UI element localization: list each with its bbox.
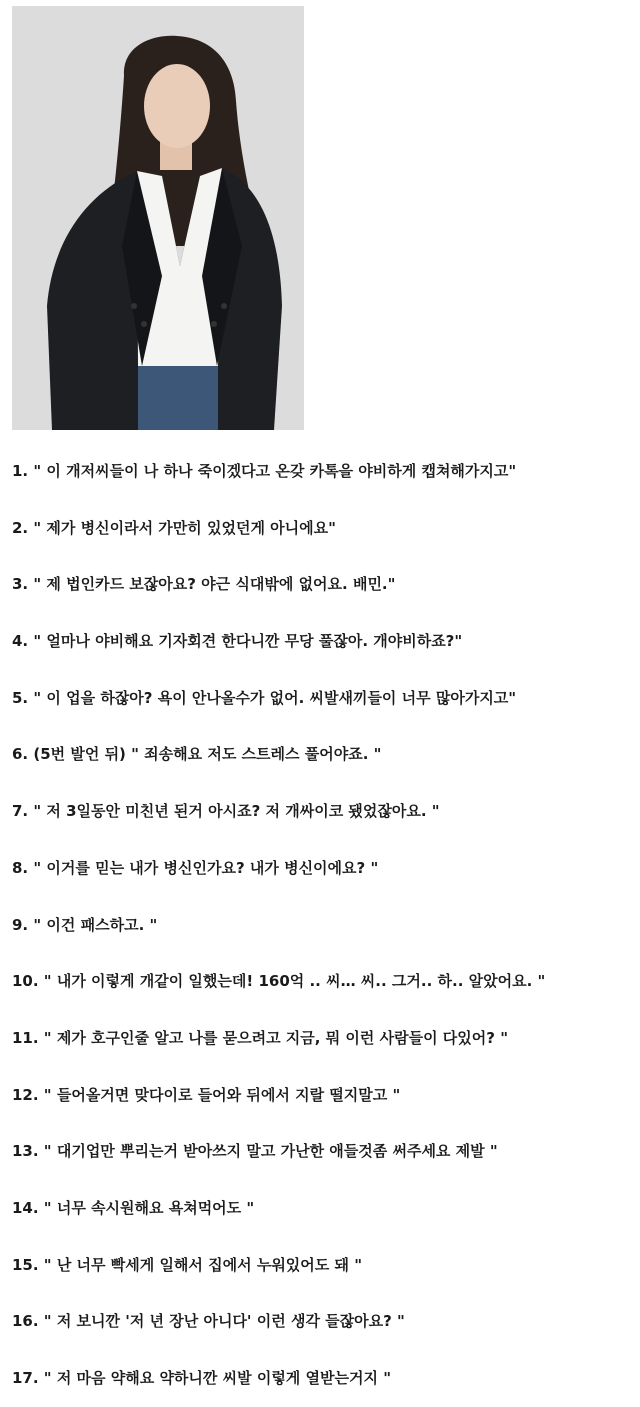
item-number: 2. (12, 518, 29, 537)
item-text: " 이 개저씨들이 나 하나 죽이겠다고 온갖 카톡을 야비하게 캡쳐해가지고" (28, 462, 517, 480)
list-item (12, 1123, 632, 1180)
item-text: " 저 마음 약해요 약하니깐 씨발 이렇게 열받는거지 " (38, 1369, 392, 1387)
item-text: " 이 업을 하잖아? 욕이 안나올수가 없어. 씨발새끼들이 너무 많아가지고" (28, 688, 517, 707)
item-text: " 너무 속시원해요 욕쳐먹어도 " (38, 1198, 255, 1217)
list-item (12, 1067, 632, 1124)
portrait-photo-icon (12, 6, 304, 430)
item-number: 7. (12, 802, 29, 821)
item-text: " 제가 병신이라서 가만히 있었던게 아니에요" (28, 518, 336, 537)
list-item (12, 443, 632, 500)
item-text: " 제가 호구인줄 알고 나를 묻으려고 지금, 뭐 이런 사람들이 다있어? " (38, 1028, 509, 1047)
item-number: 15. (12, 1255, 39, 1274)
item-number: 3. (12, 575, 29, 594)
item-text: " 이거를 믿는 내가 병신인가요? 내가 병신이에요? " (28, 858, 379, 877)
list-item (12, 670, 632, 727)
list-item (12, 556, 632, 613)
list-item (12, 613, 632, 670)
list-item (12, 783, 632, 840)
list-item (12, 1350, 632, 1407)
item-number: 6. (12, 745, 29, 764)
item-text: " 내가 이렇게 개같이 일했는데! 160억 .. 씨… 씨.. 그거.. 하.. 알았어요. " (38, 972, 546, 991)
list-item (12, 897, 632, 954)
item-number: 8. (12, 858, 29, 877)
item-text: " 얼마나 야비해요 기자회견 한다니깐 무당 풀잖아. 개야비하죠?" (28, 632, 463, 651)
item-text: " 제 법인카드 보잖아요? 야근 식대밖에 없어요. 배민." (28, 575, 396, 594)
item-number: 17. (12, 1369, 39, 1387)
item-number: 16. (12, 1312, 39, 1331)
list-item (12, 1237, 632, 1294)
item-number: 10. (12, 972, 39, 991)
item-number: 13. (12, 1142, 39, 1161)
item-text: " 대기업만 뿌리는거 받아쓰지 말고 가난한 애들것좀 써주세요 제발 " (38, 1142, 498, 1161)
list-item (12, 500, 632, 557)
item-text: " 저 3일동안 미친년 된거 아시죠? 저 개싸이코 됐었잖아요. " (28, 802, 440, 821)
item-text: (5번 발언 뒤) " 죄송해요 저도 스트레스 풀어야죠. " (28, 745, 382, 764)
item-number: 12. (12, 1085, 39, 1104)
portrait-photo (12, 6, 304, 430)
item-text: " 이건 패스하고. " (28, 915, 158, 934)
item-number: 5. (12, 688, 29, 707)
item-number: 1. (12, 462, 29, 480)
item-number: 14. (12, 1198, 39, 1217)
item-text: " 난 너무 빡세게 일해서 집에서 누워있어도 돼 " (38, 1255, 363, 1274)
item-text: " 들어올거면 맞다이로 들어와 뒤에서 지랄 떨지말고 " (38, 1085, 401, 1104)
item-number: 9. (12, 915, 29, 934)
list-item (12, 1010, 632, 1067)
item-number: 4. (12, 632, 29, 651)
list-item (12, 1180, 632, 1237)
list-item (12, 1293, 632, 1350)
item-number: 11. (12, 1028, 39, 1047)
item-text: " 저 보니깐 '저 년 장난 아니다' 이런 생각 들잖아요? " (38, 1312, 405, 1331)
list-item (12, 726, 632, 783)
quote-list (12, 443, 632, 1407)
list-item (12, 953, 632, 1010)
list-item (12, 840, 632, 897)
